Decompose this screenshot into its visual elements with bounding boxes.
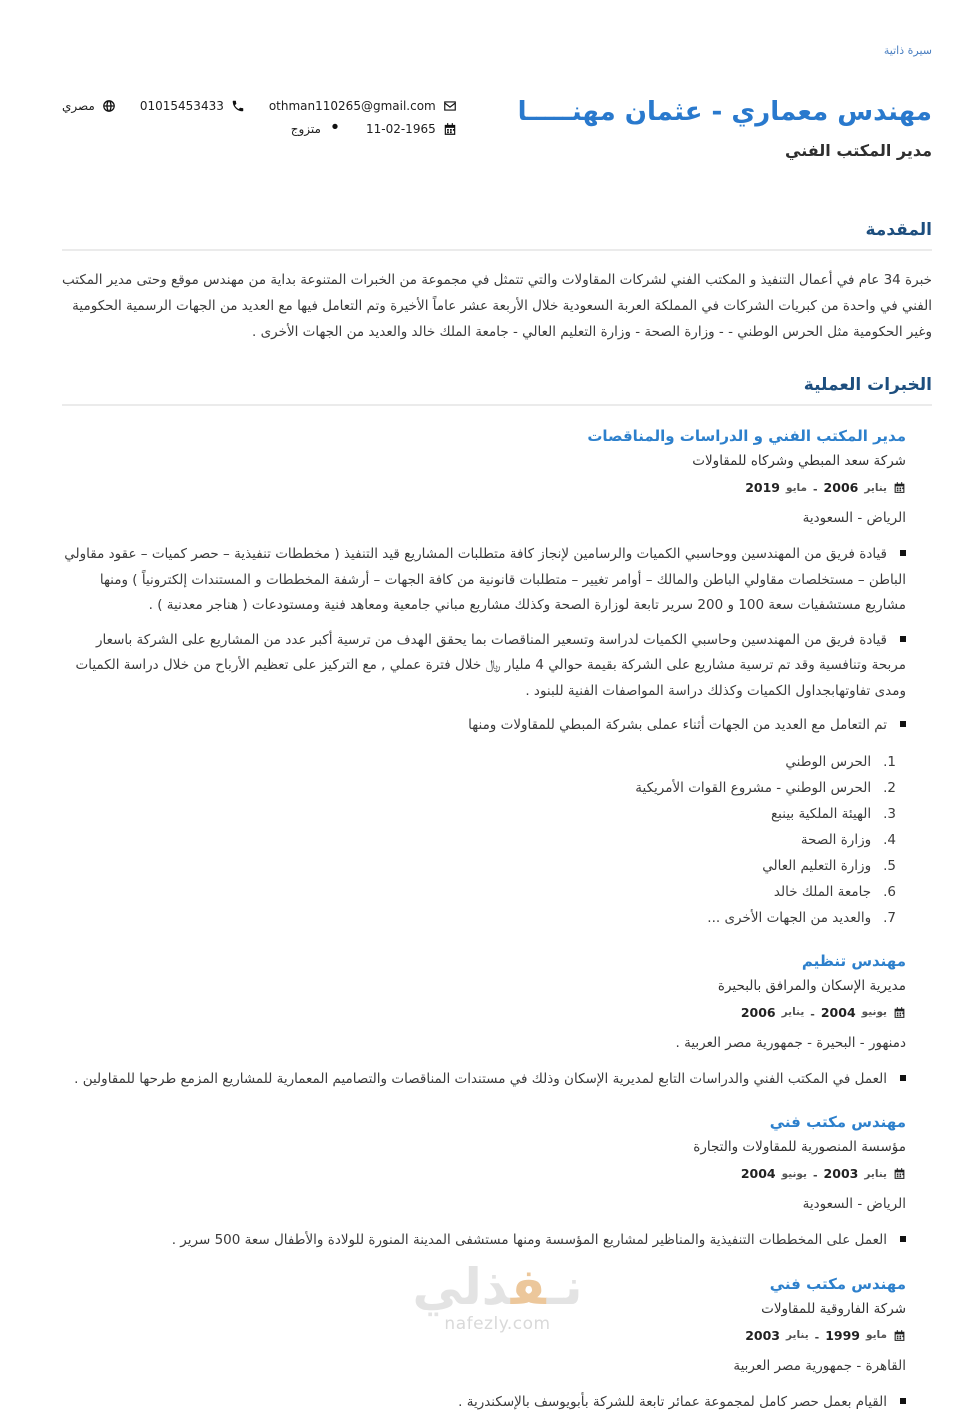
contact-row-1 bbox=[62, 99, 457, 113]
client-item: الهيئة الملكية بينبع bbox=[62, 801, 896, 827]
date-end-month: يونيو bbox=[782, 1168, 807, 1180]
job-location: الرياض - السعودية bbox=[62, 510, 906, 526]
person-icon bbox=[328, 122, 342, 136]
job-location: دمنهور - البحيرة - جمهورية مصر العربية . bbox=[62, 1035, 906, 1051]
job-bullets bbox=[62, 1228, 906, 1254]
client-item: وزارة الصحة bbox=[62, 827, 896, 853]
client-item: جامعة الملك خالد bbox=[62, 879, 896, 905]
calendar-icon bbox=[893, 1329, 906, 1342]
calendar-icon bbox=[893, 1006, 906, 1019]
contact-marital-status bbox=[291, 122, 342, 136]
job-bullets bbox=[62, 1390, 906, 1415]
section-divider bbox=[62, 249, 932, 251]
date-end-year: 2004 bbox=[741, 1166, 776, 1181]
introduction-heading: المقدمة bbox=[62, 220, 932, 240]
page-title: مهندس معماري - عثمان مهنـــــا bbox=[518, 95, 932, 129]
date-end-year: 2003 bbox=[745, 1328, 780, 1343]
job-bullets bbox=[62, 1067, 906, 1093]
job-location: الرياض - السعودية bbox=[62, 1196, 906, 1212]
date-end-month: يناير bbox=[786, 1329, 809, 1341]
contact-birthdate bbox=[366, 122, 457, 136]
section-introduction bbox=[62, 220, 932, 345]
job-date bbox=[62, 1326, 906, 1345]
logo-accent-letter: ف bbox=[511, 1258, 547, 1316]
date-start-year: 2004 bbox=[821, 1005, 856, 1020]
contact-phone bbox=[140, 99, 245, 113]
client-item: وزارة التعليم العالي bbox=[62, 853, 896, 879]
date-start-year: 1999 bbox=[825, 1328, 860, 1343]
email-value: othman110265@gmail.com bbox=[269, 99, 436, 113]
calendar-icon bbox=[893, 481, 906, 494]
section-experience bbox=[62, 375, 932, 1415]
contact-row-2 bbox=[62, 122, 457, 136]
calendar-icon bbox=[443, 122, 457, 136]
date-end-year: 2019 bbox=[745, 480, 780, 495]
watermark-url: nafezly.com bbox=[405, 1314, 590, 1334]
contact-info bbox=[62, 95, 457, 160]
client-item: الحرس الوطني - مشروع القوات الأمريكية bbox=[62, 775, 896, 801]
introduction-text: خبرة 34 عام في أعمال التنفيذ و المكتب الفني لشركات المقاولات والتي تتمثل في مجموعة من الخبرات المتنوعة بداية من مهندس موقع وحتى مدير المكتب الفني في واحدة من كبريات الشركات في المملكة العربة السعودية خلال الأربعة عشر عاماً الأخيرة وتم التعامل فيها مع العديد من الجهات الرسمية الحكومية وغير الحكومية مثل الحرس الوطني - - وزارة الصحة - وزارة التعليم العالي - جامعة الملك خالد والعديد من الجهات الأخرى . bbox=[62, 267, 932, 345]
title-block bbox=[518, 95, 932, 160]
job-entry-2 bbox=[62, 951, 932, 1093]
date-start-month: يناير bbox=[864, 1168, 887, 1180]
job-company: مديرية الإسكان والمرافق بالبحيرة bbox=[62, 978, 906, 994]
contact-nationality bbox=[62, 99, 116, 113]
date-separator bbox=[815, 1326, 820, 1345]
date-start-year: 2003 bbox=[824, 1166, 859, 1181]
client-list bbox=[62, 749, 906, 931]
section-divider bbox=[62, 404, 932, 406]
job-bullets bbox=[62, 542, 906, 739]
bullet-item: القيام بعمل حصر كامل لمجموعة عمائر تابعة للشركة بأبويوسف بالإسكندرية . bbox=[62, 1390, 906, 1415]
phone-value: 01015453433 bbox=[140, 99, 224, 113]
date-separator bbox=[810, 1003, 815, 1022]
job-company: مؤسسة المنصورية للمقاولات والتجارة bbox=[62, 1139, 906, 1155]
cv-header bbox=[62, 95, 932, 160]
date-end-month: مايو bbox=[786, 482, 807, 494]
date-end-year: 2006 bbox=[741, 1005, 776, 1020]
envelope-icon bbox=[443, 99, 457, 113]
job-title: مدير المكتب الفني و الدراسات والمناقصات bbox=[62, 426, 906, 446]
job-date bbox=[62, 1164, 906, 1183]
job-entry-1 bbox=[62, 426, 932, 931]
job-location: القاهرة - جمهورية مصر العربية bbox=[62, 1358, 906, 1374]
bullet-item: العمل على المخططات التنفيذية والمناظير لمشاريع المؤسسة ومنها مستشفى المدينة المنورة للولادة والأطفال سعة 500 سرير . bbox=[62, 1228, 906, 1254]
bullet-item: تم التعامل مع العديد من الجهات أثناء عملى بشركة المبطي للمقاولات ومنها bbox=[62, 713, 906, 739]
globe-icon bbox=[102, 99, 116, 113]
date-start-month: يناير bbox=[864, 482, 887, 494]
nafezly-logo: نـفذلي bbox=[405, 1262, 590, 1312]
nationality-value: مصري bbox=[62, 99, 95, 113]
contact-email bbox=[269, 99, 457, 113]
date-separator bbox=[813, 1164, 818, 1183]
job-title: مهندس مكتب فني bbox=[62, 1112, 906, 1132]
job-role-subtitle: مدير المكتب الفني bbox=[518, 141, 932, 160]
date-start-year: 2006 bbox=[824, 480, 859, 495]
job-title: مهندس مكتب فني bbox=[62, 1274, 906, 1294]
bullet-item: قيادة فريق من المهندسين وحاسبي الكميات لدراسة وتسعير المناقصات بما يحقق الهدف من ترسية أكبر عدد من المشاريع على الشركة باسعار مربحة وتنافسية وقد تم ترسية مشاريع على الشركة بقيمة حوالي 4 مليار ﷼ خلال فترة عملي , مع التركيز على تعظيم الأرباح من خلال دراسة الكميات ومدى تفاوتهابجداول الكميات وكذلك دراسة المواصفات الفنية للبنود . bbox=[62, 628, 906, 705]
page-label: سيرة ذاتية bbox=[62, 44, 932, 57]
job-date bbox=[62, 1003, 906, 1022]
date-end-month: يناير bbox=[782, 1006, 805, 1018]
bullet-item: العمل في المكتب الفني والدراسات التابع لمديرية الإسكان وذلك في مستندات المناقصات والتصاميم المعمارية للمشاريع المزمع طرحها للمقاولين . bbox=[62, 1067, 906, 1093]
phone-icon bbox=[231, 99, 245, 113]
bullet-item: قيادة فريق من المهندسين ووحاسبي الكميات والرسامين لإنجاز كافة متطلبات المشاريع قيد التنفيذ ( مخططات تنفيذية – حصر كميات – عقود مقاولي الباطن – مستخلصات مقاولي الباطن والمالك – أوامر تغيير – متطلبات قانونية من كافة الجهات – أرشفة المخططات و المستندات إلكترونياً ) ومنها مشاريع مستشفيات سعة 100 و 200 سرير تابعة لوزارة الصحة وكذلك مشاريع مباني جامعية ومعاهد فنية ومستودعات ( هناجر معدنية ) . bbox=[62, 542, 906, 619]
marital-status-value: متزوج bbox=[291, 122, 321, 136]
job-date bbox=[62, 478, 906, 497]
birthdate-value: 11-02-1965 bbox=[366, 122, 436, 136]
job-entry-4 bbox=[62, 1274, 932, 1415]
job-company: شركة سعد المبطي وشركاه للمقاولات bbox=[62, 453, 906, 469]
date-start-month: يونيو bbox=[862, 1006, 887, 1018]
job-entry-3 bbox=[62, 1112, 932, 1254]
job-company: شركة الفاروقية للمقاولات bbox=[62, 1301, 906, 1317]
client-item: والعديد من الجهات الأخرى ... bbox=[62, 905, 896, 931]
client-item: الحرس الوطني bbox=[62, 749, 896, 775]
date-start-month: مايو bbox=[866, 1329, 887, 1341]
date-separator bbox=[813, 478, 818, 497]
calendar-icon bbox=[893, 1167, 906, 1180]
experience-heading: الخبرات العملية bbox=[62, 375, 932, 395]
job-title: مهندس تنظيم bbox=[62, 951, 906, 971]
